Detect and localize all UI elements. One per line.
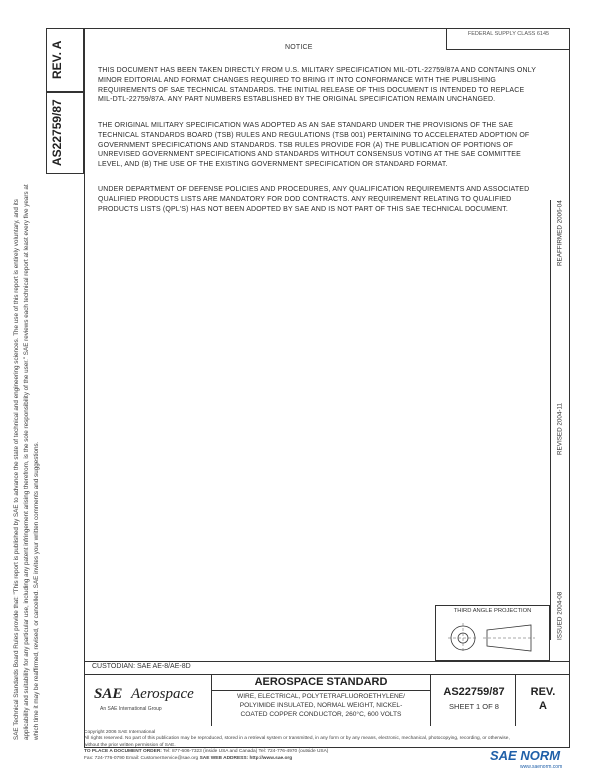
doc-number-side: AS22759/87	[50, 99, 64, 167]
notice-title: NOTICE	[285, 44, 313, 51]
legal-disclaimer: SAE Technical Standards Board Rules provide that: "This report is published by SAE to advance the state of technical and engineering sciences. The use of this report is entirely voluntary, and its applicability and suitability for any particular use, including any patent infringement arising therefrom, is the sole responsibility of the user." SAE reviews each technical report at least every five years at which time it may be reaffirmed, revised, or cancelled. SAE invites your written comments and suggestions.	[13, 184, 40, 740]
order-tel-outside: Tel: 724-776-4970 (outside USA)	[258, 749, 329, 755]
sae-logo: SAE	[94, 686, 123, 702]
rev-label: REV.	[530, 686, 556, 698]
web-address[interactable]: SAE WEB ADDRESS: http://www.sae.org	[199, 755, 293, 761]
federal-supply-class: FEDERAL SUPPLY CLASS 6145	[446, 28, 570, 50]
projection-symbol-icon	[445, 620, 540, 656]
watermark-logo: SAE NORM	[490, 748, 561, 763]
doc-number: AS22759/87	[443, 686, 505, 698]
order-fax: Fax: 724-776-0790	[84, 755, 125, 761]
order-label: TO PLACE A DOCUMENT ORDER:	[84, 749, 162, 755]
sheet-number: SHEET 1 OF 8	[449, 702, 499, 711]
footer	[84, 730, 524, 762]
reaffirmed-date: REAFFIRMED 2006-04	[556, 200, 564, 266]
projection-label: THIRD ANGLE PROJECTION	[453, 608, 532, 614]
notice-paragraph-2: THE ORIGINAL MILITARY SPECIFICATION WAS ADOPTED AS AN SAE STANDARD UNDER THE PROVISIONS OF THE SAE TECHNICAL STANDARDS BOARD (TSB) RULES AND REGULATIONS (TSB 001) PERTAINING TO ACCELERATED ADOPTION OF GOVERNMENT SPECIFICATIONS AND STANDARDS. TSB RULES PROVIDE FOR (A) THE PUBLICATION OF PORTIONS OF UNREVISED GOVERNMENT SPECIFICATIONS AND STANDARDS WITHOUT CONSENSUS VOTING AT THE SAE COMMITTEE LEVEL, AND (B) THE USE OF THE EXISTING GOVERNMENT SPECIFICATION OR STANDARD FORMAT.	[98, 122, 530, 169]
logo-subtitle: An SAE International Group	[100, 706, 162, 712]
title-divider	[212, 690, 430, 691]
notice-paragraph-3: UNDER DEPARTMENT OF DEFENSE POLICIES AND PROCEDURES, ANY QUALIFICATION REQUIREMENTS AND ASSOCIATED QUALIFIED PRODUCTS LISTS ARE MANDATORY FOR DOD CONTRACTS. ANY REQUIREMENT RELATING TO QUALIFIED PRODUCTS LISTS (QPL'S) HAS NOT BEEN ADOPTED BY SAE AND IS NOT PART OF THIS SAE TECHNICAL DOCUMENT.	[98, 186, 530, 213]
notice-paragraph-1: THIS DOCUMENT HAS BEEN TAKEN DIRECTLY FROM U.S. MILITARY SPECIFICATION MIL-DTL-22759/87A AND CONTAINS ONLY MINOR EDITORIAL AND FORMAT CHANGES REQUIRED TO BRING IT INTO CONFORMANCE WITH THE PUBLISHING REQUIREMENTS OF SAE TECHNICAL STANDARDS. THE INITIAL RELEASE OF THIS DOCUMENT IS INTENDED TO REPLACE MIL-DTL-22759/87A. ANY PART NUMBERS ESTABLISHED BY THE ORIGINAL SPECIFICATION REMAIN UNCHANGED.	[98, 67, 536, 104]
copyright: Copyright 2006 SAE International	[84, 730, 156, 735]
custodian: CUSTODIAN: SAE AE-8/AE-8D	[92, 663, 191, 670]
description-line: COATED COPPER CONDUCTOR, 260°C, 600 VOLTS	[240, 711, 402, 718]
revision-side-label: REV. A	[50, 40, 64, 80]
contact-info	[84, 756, 524, 762]
custodian-divider	[84, 661, 570, 662]
date-strip-text	[552, 200, 568, 640]
order-email: Email: CustomerService@sae.org	[125, 755, 199, 761]
standard-description	[214, 692, 428, 719]
aerospace-logo-text: Aerospace	[131, 686, 194, 702]
doc-number-cell	[430, 674, 516, 726]
description-line: WIRE, ELECTRICAL, POLYTETRAFLUOROETHYLENE/	[236, 693, 406, 700]
description-line: POLYIMIDE INSULATED, NORMAL WEIGHT, NICKEL-	[239, 702, 403, 709]
watermark-url: www.saenorm.com	[520, 764, 563, 770]
revised-date: REVISED 2004-11	[556, 402, 564, 455]
rights-statement: All rights reserved. No part of this publication may be reproduced, stored in a retrieval system or transmitted, in any form or by any means, electronic, mechanical, photocopying, recording, or otherwise, without the prior written permission of SAE.	[84, 736, 510, 748]
standard-title: AEROSPACE STANDARD	[254, 676, 388, 688]
order-tel: Tel: 877-606-7323 (inside USA and Canada)	[163, 749, 258, 755]
rev-value: A	[539, 700, 547, 712]
issued-date: ISSUED 2004-08	[556, 591, 564, 640]
